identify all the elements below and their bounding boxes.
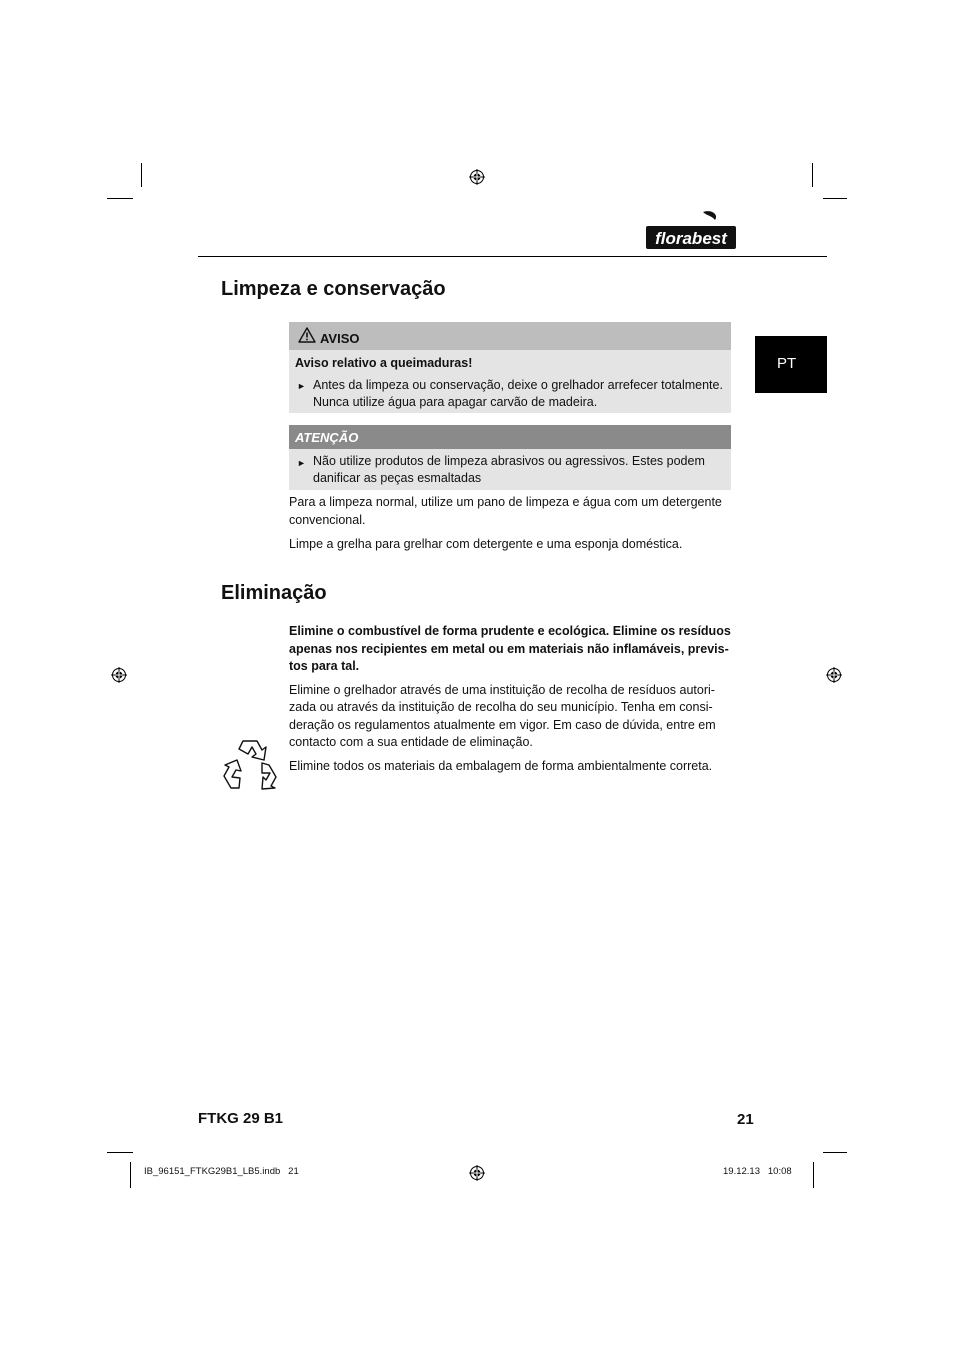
packaging-paragraph: Elimine todos os materiais da embalagem de forma ambientalmente correta.: [289, 759, 713, 773]
warning-subtitle: Aviso relativo a queimaduras!: [295, 356, 473, 370]
crop-mark: [812, 163, 813, 187]
warning-triangle-icon: [298, 327, 316, 343]
crop-mark: [141, 163, 142, 187]
warning-body: [289, 350, 731, 413]
crop-mark: [130, 1162, 131, 1188]
registration-mark-icon: [469, 1165, 485, 1181]
crop-mark: [107, 1152, 133, 1153]
warning-header: [289, 322, 731, 350]
disposal-bold-line: apenas nos recipientes em metal ou em materiais não inflamáveis, previs-: [289, 642, 729, 656]
caution-box: [289, 425, 731, 490]
cleaning-paragraph-line: Para a limpeza normal, utilize um pano de limpeza e água com um detergente: [289, 495, 722, 509]
recycle-icon: [221, 736, 279, 792]
svg-text:florabest: florabest: [655, 229, 727, 248]
print-slug-date: 19.12.13 10:08: [723, 1166, 792, 1177]
warning-bullet-line: Nunca utilize água para apagar carvão de madeira.: [313, 395, 598, 409]
section-title-cleaning: Limpeza e conservação: [221, 278, 446, 300]
header-rule: [198, 256, 827, 257]
language-tab: [755, 336, 827, 393]
section-title-disposal: Eliminação: [221, 582, 327, 604]
caution-bullet-line: Não utilize produtos de limpeza abrasivos ou agressivos. Estes podem: [313, 454, 705, 468]
print-slug-file: IB_96151_FTKG29B1_LB5.indb 21: [144, 1166, 299, 1177]
caution-header: [289, 425, 731, 449]
disposal-paragraph-line: zada ou através da instituição de recolha do seu município. Tenha em consi-: [289, 700, 713, 714]
cleaning-paragraph-line: convencional.: [289, 513, 366, 527]
florabest-logo: [645, 210, 737, 252]
disposal-bold-line: Elimine o combustível de forma prudente e ecológica. Elimine os resíduos: [289, 624, 731, 638]
footer-model: FTKG 29 B1: [198, 1110, 284, 1127]
caution-header-label: ATENÇÃO: [295, 430, 359, 445]
warning-bullet-line: Antes da limpeza ou conservação, deixe o grelhador arrefecer totalmente.: [313, 378, 723, 392]
bullet-arrow-icon: ►: [297, 458, 306, 468]
page-number: 21: [737, 1111, 754, 1128]
warning-box: [289, 322, 731, 413]
registration-mark-icon: [826, 667, 842, 683]
crop-mark: [823, 198, 847, 199]
language-tab-label: PT: [777, 355, 797, 372]
cleaning-paragraph: Limpe a grelha para grelhar com detergente e uma esponja doméstica.: [289, 537, 683, 551]
crop-mark: [813, 1162, 814, 1188]
disposal-paragraph-line: Elimine o grelhador através de uma instituição de recolha de resíduos autori-: [289, 683, 715, 697]
registration-mark-icon: [469, 169, 485, 185]
registration-mark-icon: [111, 667, 127, 683]
crop-mark: [107, 198, 133, 199]
crop-mark: [823, 1152, 847, 1153]
warning-header-label: AVISO: [320, 331, 360, 346]
caution-bullet-line: danificar as peças esmaltadas: [313, 471, 482, 485]
caution-body: [289, 449, 731, 490]
bullet-arrow-icon: ►: [297, 381, 306, 391]
disposal-bold-line: tos para tal.: [289, 659, 360, 673]
disposal-paragraph-line: deração os regulamentos atualmente em vigor. Em caso de dúvida, entre em: [289, 718, 716, 732]
disposal-paragraph-line: contacto com a sua entidade de eliminação.: [289, 735, 533, 749]
